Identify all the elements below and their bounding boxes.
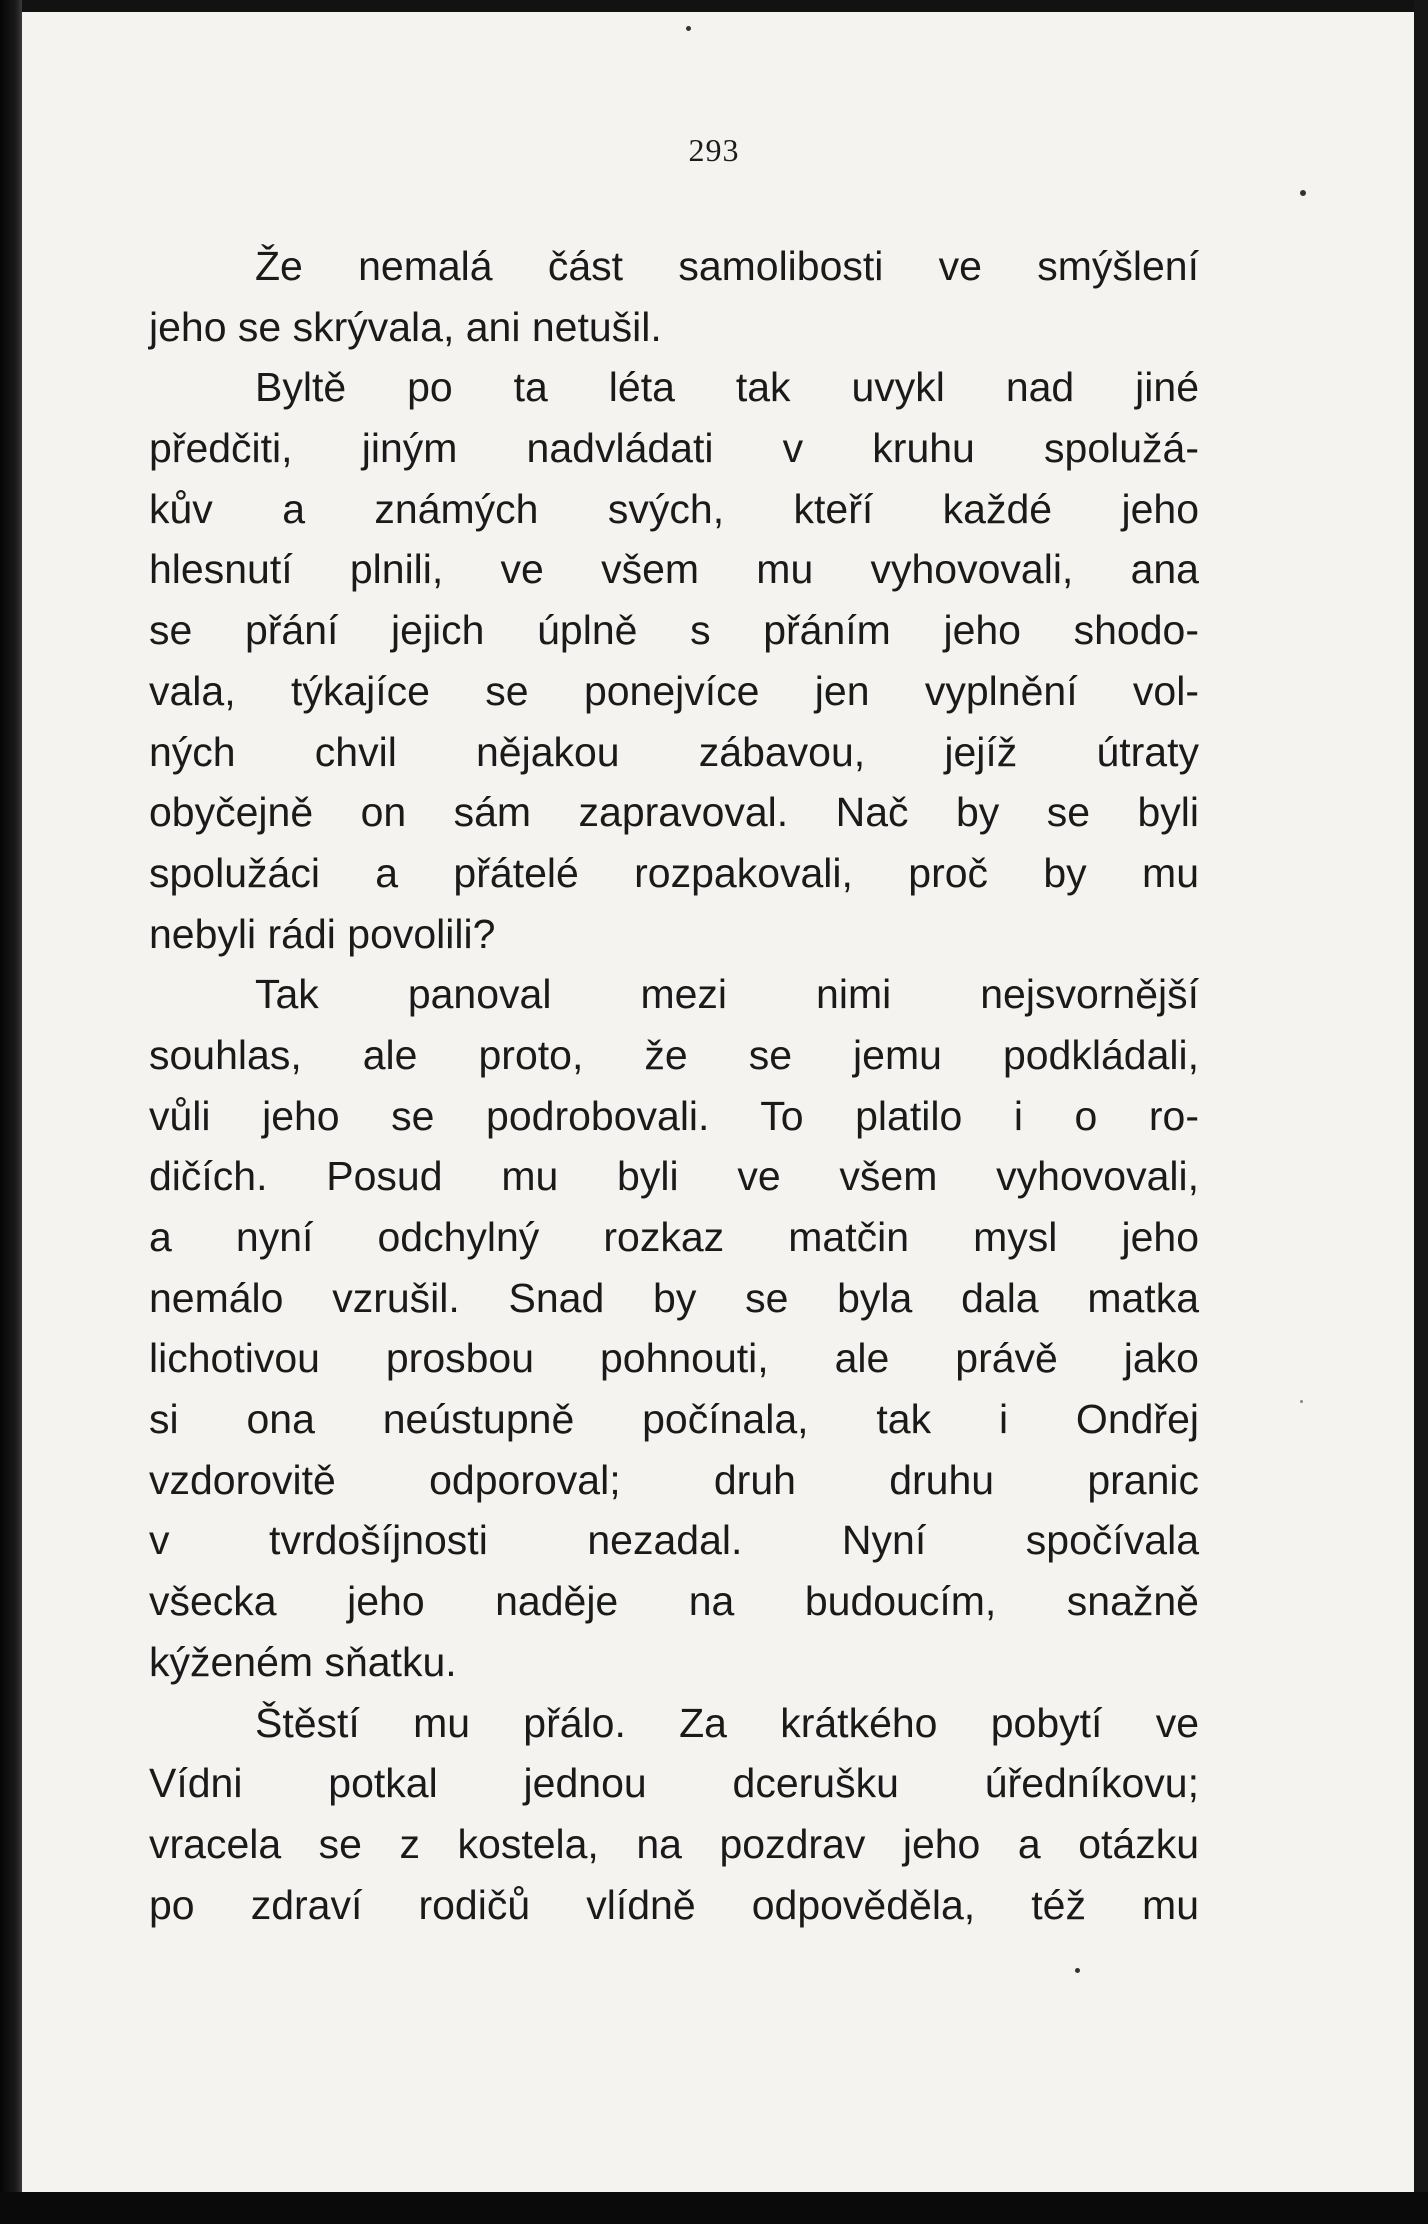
dust-speck	[1300, 190, 1306, 196]
text-line: a nyní odchylný rozkaz matčin mysl jeho	[149, 1214, 1199, 1260]
text-line: Štěstí mu přálo. Za krátkého pobytí ve	[255, 1699, 1199, 1746]
text-line: nemálo vzrušil. Snad by se byla dala matka	[149, 1274, 1199, 1321]
text-line: hlesnutí plnili, ve všem mu vyhovovali, ana	[149, 546, 1199, 593]
dust-speck	[1300, 1400, 1303, 1403]
text-line: kův a známých svých, kteří každé jeho	[149, 485, 1199, 532]
text-line: nebyli rádi povolili?	[149, 910, 496, 957]
scan-bottom-edge	[0, 2192, 1428, 2224]
text-line: vala, týkajíce se ponejvíce jen vyplnění vol-	[149, 667, 1199, 714]
text-line: si ona neústupně počínala, tak i Ondřej	[149, 1396, 1199, 1443]
body-text	[149, 236, 1199, 1935]
text-line: Vídni potkal jednou dcerušku úředníkovu;	[149, 1760, 1199, 1807]
text-line: souhlas, ale proto, že se jemu podkládali,	[149, 1031, 1199, 1078]
scan-top-edge	[0, 0, 1428, 12]
text-line: po zdraví rodičů vlídně odpověděla, též mu	[149, 1881, 1199, 1928]
text-line: jeho se skrývala, ani netušil.	[149, 303, 662, 350]
text-line: vůli jeho se podrobovali. To platilo i o ro-	[149, 1092, 1199, 1139]
text-line: spolužáci a přátelé rozpakovali, proč by mu	[149, 849, 1199, 896]
dust-speck	[1075, 1968, 1080, 1973]
scan-right-edge	[1414, 0, 1428, 2224]
text-line: v tvrdošíjnosti nezadal. Nyní spočívala	[149, 1517, 1199, 1564]
text-line: kýženém sňatku.	[149, 1638, 457, 1685]
text-line: Že nemalá část samolibosti ve smýšlení	[255, 243, 1199, 289]
page-number: 293	[688, 132, 740, 168]
text-line: dičích. Posud mu byli ve všem vyhovovali,	[149, 1153, 1199, 1200]
text-line: vracela se z kostela, na pozdrav jeho a otázku	[149, 1820, 1199, 1867]
text-line: všecka jeho naděje na budoucím, snažně	[149, 1578, 1199, 1625]
text-line: lichotivou prosbou pohnouti, ale právě jako	[149, 1335, 1199, 1382]
text-line: Byltě po ta léta tak uvykl nad jiné	[255, 364, 1199, 411]
dust-speck	[686, 26, 691, 31]
text-line: se přání jejich úplně s přáním jeho shodo-	[149, 607, 1199, 654]
text-line: obyčejně on sám zapravoval. Nač by se byli	[149, 789, 1199, 836]
text-line: ných chvil nějakou zábavou, jejíž útraty	[149, 728, 1199, 775]
text-line: vzdorovitě odporoval; druh druhu pranic	[149, 1456, 1199, 1503]
text-line: Tak panoval mezi nimi nejsvornější	[255, 971, 1199, 1018]
text-line: předčiti, jiným nadvládati v kruhu spolužá-	[149, 425, 1199, 472]
book-spine-edge	[0, 0, 22, 2224]
